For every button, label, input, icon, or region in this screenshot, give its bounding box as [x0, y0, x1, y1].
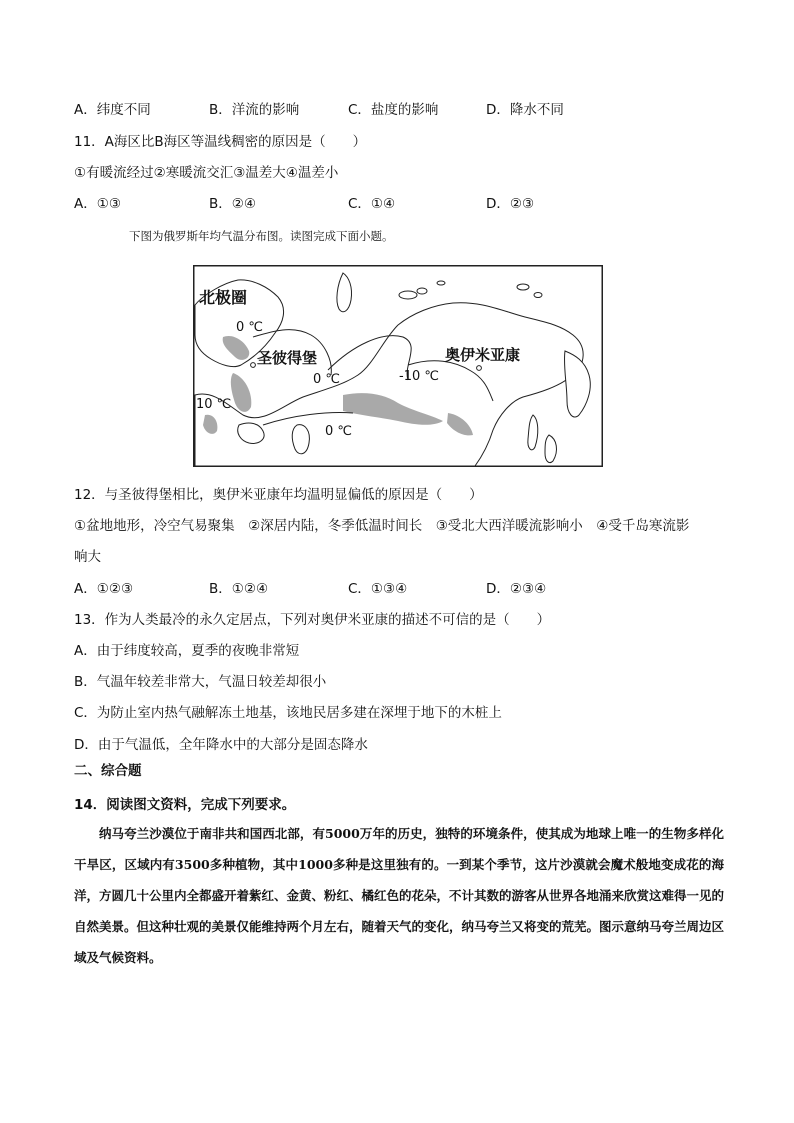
- label-iso-minus10: -10 ℃: [399, 369, 439, 384]
- q10-option-c: C．盐度的影响: [348, 102, 439, 118]
- q11-option-a: A．①③: [74, 196, 121, 212]
- russia-temperature-map: [193, 265, 603, 467]
- q13-option-d: D．由于气温低，全年降水中的大部分是固态降水: [74, 737, 368, 753]
- section-heading: 二、综合题: [74, 763, 142, 779]
- q13-option-b: B．气温年较差非常大，气温日较差却很小: [74, 674, 327, 690]
- q12-stem: 12．与圣彼得堡相比，奥伊米亚康年均温明显偏低的原因是（ ）: [74, 487, 483, 503]
- q13-stem: 13．作为人类最冷的永久定居点，下列对奥伊米亚康的描述不可信的是（ ）: [74, 612, 551, 628]
- label-iso0-a: 0 ℃: [236, 320, 264, 335]
- q11-choices: ①有暖流经过②寒暖流交汇③温差大④温差小: [74, 165, 339, 181]
- spb-marker: [251, 363, 256, 368]
- q12-option-c: C．①③④: [348, 581, 408, 597]
- label-iso0-c: 0 ℃: [325, 424, 353, 439]
- label-arctic-circle: 北极圈: [199, 288, 248, 307]
- q12-option-a: A．①②③: [74, 581, 134, 597]
- q12-choices-line2: 响大: [74, 549, 101, 565]
- q11-option-c: C．①④: [348, 196, 396, 212]
- q10-option-b: B．洋流的影响: [209, 102, 300, 118]
- label-spb: 圣彼得堡: [257, 349, 318, 367]
- q10-option-a: A．纬度不同: [74, 102, 151, 118]
- oymyakon-marker: [477, 366, 482, 371]
- q14-stem: 14．阅读图文资料，完成下列要求。: [74, 797, 296, 813]
- q12-option-d: D．②③④: [486, 581, 547, 597]
- q11-stem: 11．A海区比B海区等温线稠密的原因是（ ）: [74, 134, 367, 150]
- q12-choices-line1: ①盆地地形，冷空气易聚集 ②深居内陆，冬季低温时间长 ③受北大西洋暖流影响小 ④受千岛寒流影: [74, 518, 690, 534]
- q12-option-b: B．①②④: [209, 581, 269, 597]
- q11-option-b: B．②④: [209, 196, 256, 212]
- q14-passage: [74, 818, 724, 973]
- label-iso10: 10 ℃: [196, 397, 232, 412]
- q14-passage-text: 纳马夸兰沙漠位于南非共和国西北部，有5000万年的历史，独特的环境条件，使其成为地球上唯一的生物多样化干旱区，区域内有3500多种植物，其中1000多种是这里独有的。一到某个季节，这片沙漠就会魔术般地变成花的海洋，方圆几十公里内全都盛开着紫红、金黄、粉红、橘红色的花朵，不计其数的游客从世界各地涌来欣赏这难得一见的自然美景。但这种壮观的美景仅能维持两个月左右，随着天气的变化，纳马夸兰又将变的荒芜。图示意纳马夸兰周边区域及气候资料。: [74, 826, 725, 965]
- label-oymyakon: 奥伊米亚康: [445, 346, 521, 364]
- q13-option-a: A．由于纬度较高，夏季的夜晚非常短: [74, 643, 300, 659]
- q13-option-c: C．为防止室内热气融解冻土地基，该地民居多建在深埋于地下的木桩上: [74, 705, 502, 721]
- q11-option-d: D．②③: [486, 196, 535, 212]
- label-iso0-b: 0 ℃: [313, 372, 341, 387]
- map-intro: 下图为俄罗斯年均气温分布图。读图完成下面小题。: [129, 229, 394, 243]
- q10-option-d: D．降水不同: [486, 102, 564, 118]
